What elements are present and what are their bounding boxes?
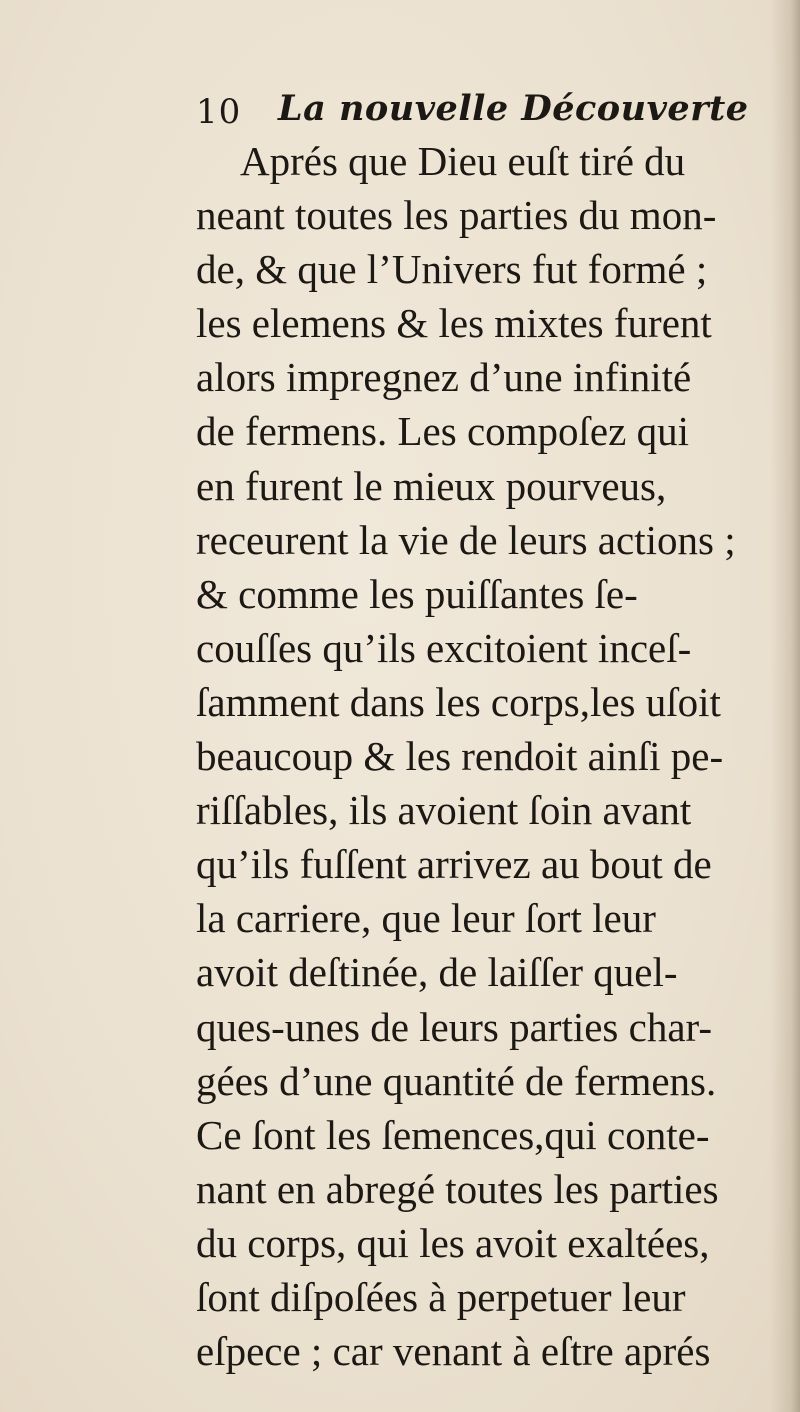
text-line: les elemens & les mixtes furent (196, 300, 712, 347)
text-line: beaucoup & les rendoit ainſi pe- (196, 733, 724, 780)
text-line: ſamment dans les corps,les uſoit (196, 678, 721, 725)
text-line: gées d’une quantité de fermens. (196, 1057, 717, 1104)
text-line: de, & que l’Univers fut formé ; (196, 246, 708, 293)
text-line: avoit deſtinée, de laiſſer quel- (196, 949, 678, 996)
page-number: 10 (196, 92, 242, 132)
text-line: riſſables, ils avoient ſoin avant (196, 787, 692, 834)
text-line: du corps, qui les avoit exaltées, (196, 1219, 710, 1266)
text-line: eſpece ; car venant à eſtre aprés (196, 1328, 711, 1375)
text-line: ques-unes de leurs parties char- (196, 1003, 713, 1050)
body-text (196, 134, 796, 1378)
text-line: neant toutes les parties du mon- (196, 192, 717, 239)
text-line: receurent la vie de leurs actions ; (196, 516, 736, 563)
text-line: alors impregnez d’une infinité (196, 354, 692, 401)
text-line: qu’ils fuſſent arrivez au bout de (196, 841, 712, 888)
text-line: en furent le mieux pourveus, (196, 462, 667, 509)
text-line: couſſes qu’ils excitoient inceſ- (196, 624, 692, 671)
text-line: Ce ſont les ſemences,qui conte- (196, 1111, 710, 1158)
text-line: Aprés que Dieu euſt tiré du (240, 138, 686, 184)
text-line: & comme les puiſſantes ſe- (196, 570, 638, 617)
text-line: nant en abregé toutes les parties (196, 1165, 719, 1212)
running-head-title: La nouvelle Découverte (278, 88, 749, 129)
text-line: ſont diſpoſées à perpetuer leur (196, 1273, 686, 1320)
text-line: la carriere, que leur ſort leur (196, 895, 656, 942)
text-line: de fermens. Les compoſez qui (196, 408, 689, 455)
